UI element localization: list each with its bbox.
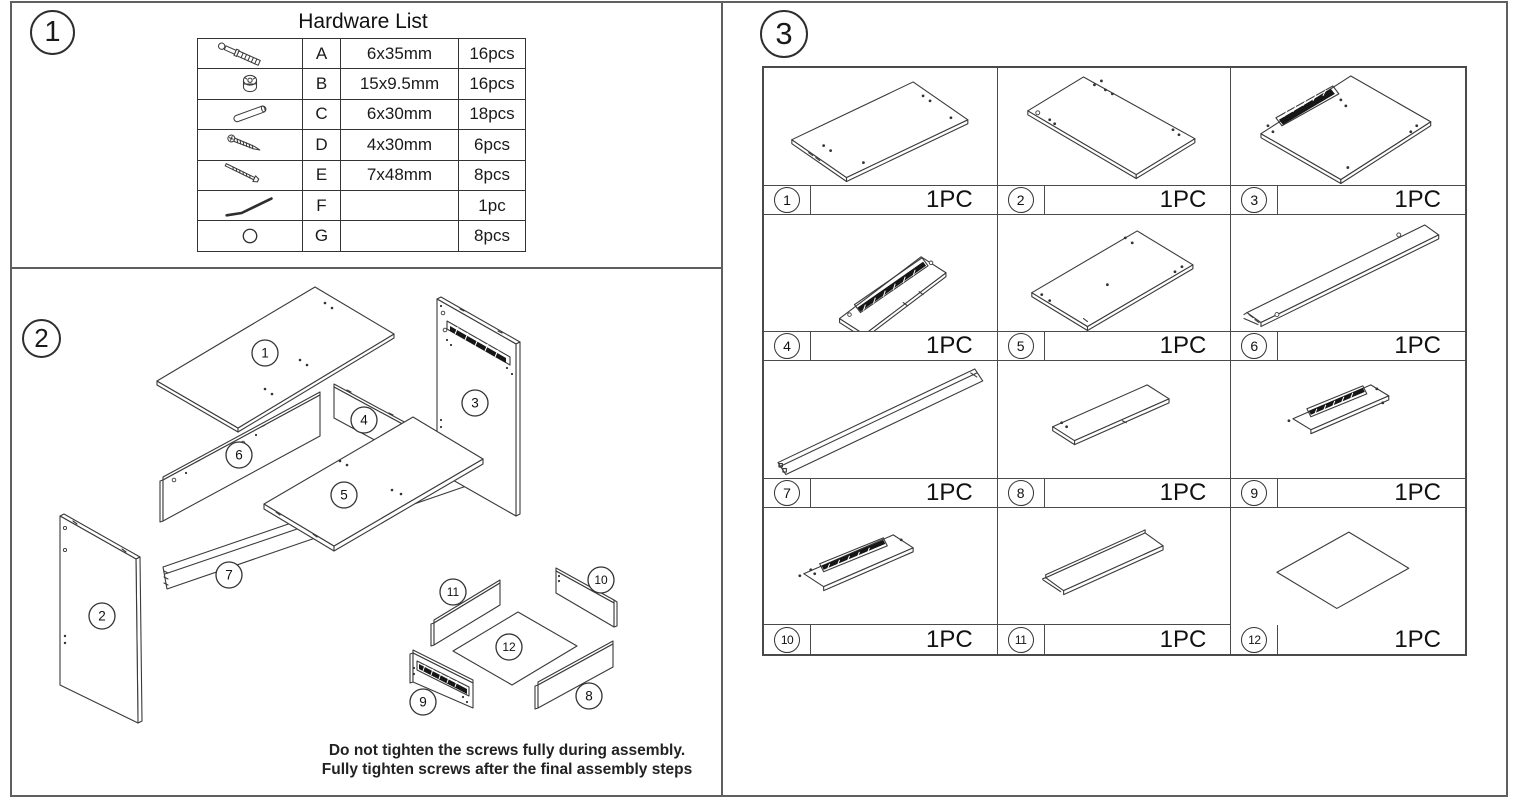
part-number-box — [998, 332, 1045, 360]
part-number-box — [1231, 186, 1278, 214]
hardware-qty: 18pcs — [459, 99, 526, 129]
part-number-box — [764, 186, 811, 214]
part-label-12 — [1231, 625, 1465, 654]
hardware-table — [197, 38, 526, 252]
part-image-2 — [998, 68, 1232, 186]
hardware-qty: 6pcs — [459, 130, 526, 160]
part-qty: 1PC — [1394, 625, 1441, 653]
part-number-circle: 9 — [1241, 480, 1267, 506]
part-number-circle: 5 — [1008, 333, 1034, 359]
part-qty: 1PC — [925, 185, 973, 213]
callout-11: 11 — [446, 585, 460, 600]
part-number-circle: 3 — [1241, 187, 1267, 213]
part-number-box — [1231, 625, 1278, 654]
hardware-size — [341, 221, 459, 251]
part-image-5 — [998, 215, 1232, 333]
hardware-row — [198, 160, 526, 190]
part-image-1 — [764, 68, 998, 186]
part-qty: 1PC — [1394, 185, 1441, 213]
part-number-box — [1231, 332, 1278, 360]
part-label-7 — [764, 479, 998, 508]
hardware-row — [198, 69, 526, 99]
part-label-5 — [998, 332, 1232, 361]
part-label-10 — [764, 625, 998, 654]
hardware-size: 15x9.5mm — [341, 69, 459, 99]
part-image-4 — [764, 215, 998, 333]
part-label-1 — [764, 186, 998, 215]
hardware-size: 4x30mm — [341, 130, 459, 160]
hardware-qty: 16pcs — [459, 69, 526, 99]
part-label-2 — [998, 186, 1232, 215]
part-number-box — [764, 625, 811, 654]
part-number-circle: 12 — [1241, 627, 1267, 653]
hardware-row — [198, 190, 526, 220]
part-number-circle: 7 — [774, 480, 800, 506]
callout-8: 8 — [585, 688, 593, 704]
part-qty: 1PC — [925, 332, 973, 359]
hardware-size: 6x35mm — [341, 39, 459, 69]
part-number-box — [1231, 479, 1278, 507]
section-3-number: 3 — [775, 16, 793, 51]
hardware-id: A — [303, 39, 341, 69]
part-number-circle: 4 — [774, 333, 800, 359]
part-label-8 — [998, 479, 1232, 508]
wood-dowel-icon — [198, 99, 303, 129]
part-qty: 1PC — [925, 478, 973, 506]
cam-bolt-icon — [198, 39, 303, 69]
hardware-row — [198, 221, 526, 251]
part-qty: 1PC — [1394, 332, 1441, 359]
part-label-3 — [1231, 186, 1465, 215]
callout-6: 6 — [235, 447, 243, 463]
part-image-6 — [1231, 215, 1465, 333]
part-image-12 — [1231, 508, 1465, 626]
hardware-size: 7x48mm — [341, 160, 459, 190]
hardware-id: B — [303, 69, 341, 99]
section-1-number: 1 — [44, 16, 61, 48]
part-image-10 — [764, 508, 998, 626]
callout-3: 3 — [471, 395, 479, 411]
hardware-row — [198, 130, 526, 160]
hardware-list-title: Hardware List — [298, 10, 428, 33]
hardware-qty: 8pcs — [459, 221, 526, 251]
hardware-size: 6x30mm — [341, 99, 459, 129]
part-image-8 — [998, 361, 1232, 479]
callout-10: 10 — [594, 573, 608, 588]
callout-7: 7 — [225, 567, 233, 583]
part-label-6 — [1231, 332, 1465, 361]
part-number-box — [998, 625, 1045, 654]
hardware-id: E — [303, 160, 341, 190]
part-qty: 1PC — [1394, 478, 1441, 506]
part-image-3 — [1231, 68, 1465, 186]
hardware-id: G — [303, 221, 341, 251]
callout-12: 12 — [502, 640, 516, 655]
callout-4: 4 — [360, 412, 368, 428]
hardware-qty: 1pc — [459, 190, 526, 220]
part-label-9 — [1231, 479, 1465, 508]
part-number-box — [764, 479, 811, 507]
section-2-number: 2 — [34, 323, 49, 353]
part-qty: 1PC — [925, 625, 973, 653]
long-screw-icon — [198, 160, 303, 190]
exploded-assembly-diagram — [10, 269, 722, 797]
cover-cap-icon — [198, 221, 303, 251]
part-qty: 1PC — [1159, 478, 1207, 506]
part-qty: 1PC — [1159, 625, 1207, 653]
part-qty: 1PC — [1159, 332, 1207, 359]
hardware-id: F — [303, 190, 341, 220]
hardware-qty: 16pcs — [459, 39, 526, 69]
callout-1: 1 — [261, 345, 269, 361]
screw-icon — [198, 130, 303, 160]
part-label-11 — [998, 625, 1232, 654]
section-1-badge — [30, 10, 75, 55]
cam-lock-icon — [198, 69, 303, 99]
assembly-note-line-2: Fully tighten screws after the final assembly steps — [321, 761, 693, 778]
callout-5: 5 — [340, 487, 348, 503]
assembly-note — [295, 741, 719, 779]
hardware-id: C — [303, 99, 341, 129]
part-number-box — [998, 479, 1045, 507]
assembly-note-line-1: Do not tighten the screws fully during assembly. — [328, 742, 686, 759]
part-image-11 — [998, 508, 1232, 626]
hardware-row — [198, 39, 526, 69]
callout-9: 9 — [419, 694, 427, 710]
part-number-circle: 6 — [1241, 333, 1267, 359]
hardware-size — [341, 190, 459, 220]
section-3-badge — [760, 10, 808, 58]
part-number-box — [998, 186, 1045, 214]
part-number-box — [764, 332, 811, 360]
hardware-id: D — [303, 130, 341, 160]
part-number-circle: 1 — [774, 187, 800, 213]
callout-2: 2 — [98, 608, 106, 624]
parts-grid — [762, 66, 1467, 656]
allen-key-icon — [198, 190, 303, 220]
part-number-circle: 10 — [774, 627, 800, 653]
part-label-4 — [764, 332, 998, 361]
part-image-9 — [1231, 361, 1465, 479]
hardware-qty: 8pcs — [459, 160, 526, 190]
part-number-circle: 8 — [1008, 480, 1034, 506]
part-qty: 1PC — [1159, 185, 1207, 213]
part-image-7 — [764, 361, 998, 479]
hardware-row — [198, 99, 526, 129]
part-number-circle: 11 — [1008, 627, 1034, 653]
part-number-circle: 2 — [1008, 187, 1034, 213]
